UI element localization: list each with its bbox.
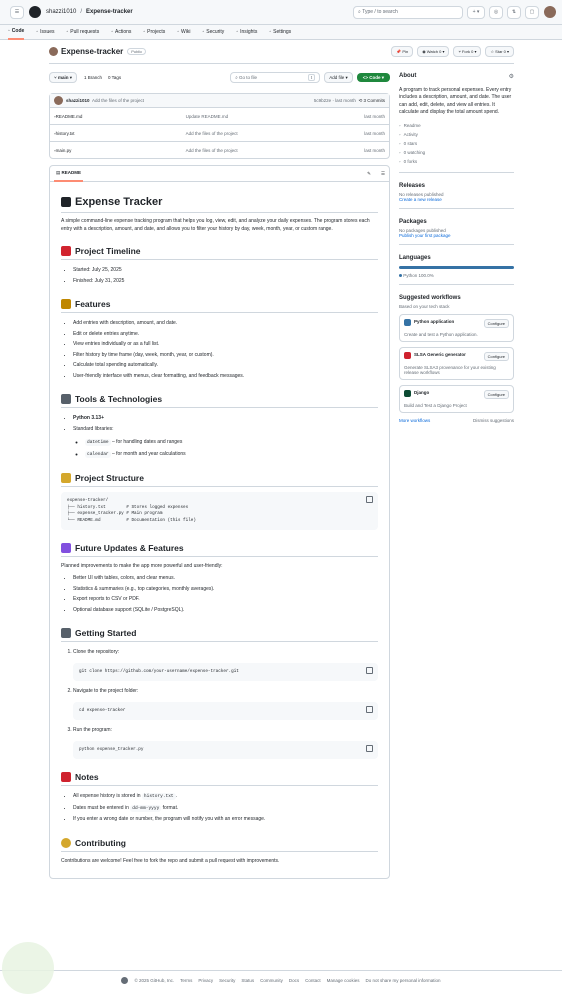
sidebar-link[interactable]: ◦ 0 watching [399, 149, 426, 155]
footer-link[interactable]: Privacy [198, 978, 214, 983]
packages-heading[interactable]: Packages [399, 218, 427, 225]
footer-link[interactable]: Terms [180, 978, 193, 983]
intro-text: A simple command-line expense tracking program that helps you log, view, edit, and analyze your daily expenses. The program stores each entry with a description, amount, and date, and allows you to filter your history by day, week, month, year, or custom range. [61, 218, 370, 232]
history-icon: ⟲ [358, 97, 364, 103]
commit-time: last month [335, 98, 356, 103]
code-icon: <> [362, 75, 370, 80]
divider [0, 970, 562, 971]
section-heading: Notes [61, 772, 378, 786]
readme-panel [49, 165, 390, 879]
gear-icon: ◦ [269, 29, 272, 35]
tags-link[interactable]: 0 Tags [108, 75, 122, 80]
visibility-badge: Public [127, 48, 146, 55]
dismiss-suggestions-link[interactable]: Dismiss suggestions [472, 417, 514, 423]
create-release-link[interactable]: Create a new release [399, 196, 442, 202]
workflow-card [399, 385, 514, 413]
packages-empty: No packages published [399, 227, 446, 233]
tab-issues[interactable]: ◦ Issues [36, 29, 55, 35]
github-logo-icon[interactable] [29, 6, 41, 18]
copy-icon[interactable] [366, 745, 373, 752]
list-item: • Better UI with tables, colors, and clear menus. [73, 573, 378, 584]
menu-icon[interactable]: ☰ [10, 6, 24, 19]
create-new-button[interactable]: + ▾ [467, 6, 485, 19]
file-list [49, 93, 390, 159]
timeline-list [61, 265, 378, 286]
fork-button[interactable]: ⑂ Fork 0 ▾ [453, 46, 481, 57]
avatar [54, 96, 63, 105]
language-bar [399, 266, 514, 269]
divider [399, 208, 514, 209]
languages-heading: Languages [399, 254, 431, 261]
owner-link[interactable]: shazzi1010 [46, 9, 77, 15]
notes-list [61, 791, 378, 825]
workflow-icon [404, 390, 411, 397]
list-item: • Add entries with description, amount, and date. [73, 318, 378, 329]
tab-security[interactable]: ◦ Security [202, 29, 225, 35]
list-item: • Standard libraries: ◦ datetime – for handling dates and ranges ◦ calendar – for month and year calculations [73, 424, 378, 461]
section-heading: Getting Started [61, 628, 378, 642]
tab-code[interactable]: ◦ Code [8, 24, 24, 40]
inline-code: dd-mm-yyyy [132, 805, 160, 811]
section-heading: Features [61, 299, 378, 313]
book-icon: ◦ [177, 29, 180, 35]
code-button[interactable]: <> Code ▾ [357, 73, 390, 82]
github-logo-icon [121, 977, 128, 984]
commit-message[interactable]: Add the files of the project [92, 98, 145, 103]
tab-wiki[interactable]: ◦ Wiki [177, 29, 191, 35]
watch-button[interactable]: ◉ Watch 0 ▾ [417, 46, 449, 57]
branch-icon: ⑂ [54, 75, 58, 80]
file-name[interactable]: history.txt [55, 130, 75, 136]
code-block: python expense_tracker.py [73, 741, 378, 760]
list-item: • User-friendly interface with menus, clear formatting, and feedback messages. [73, 371, 378, 382]
list-item: • Filter history by time frame (day, week, month, year, or custom). [73, 350, 378, 361]
sidebar-link[interactable]: ◦ Activity [399, 131, 418, 137]
workflows-sub: Based on your tech stack [399, 303, 450, 309]
eye-icon: ◉ [422, 48, 427, 54]
footer-link[interactable]: Do not share my personal information [365, 978, 441, 983]
list-item: • Statistics & summaries (e.g., top categories, monthly averages). [73, 584, 378, 595]
list-item: • Export reports to CSV or PDF. [73, 594, 378, 605]
file-commit-message[interactable]: Add the files of the project [185, 130, 238, 136]
sidebar-link[interactable]: ◦ Readme [399, 122, 421, 128]
pin-icon: 📌 [396, 48, 403, 54]
code-block: cd expense-tracker [73, 702, 378, 721]
publish-package-link[interactable]: Publish your first package [399, 232, 451, 238]
list-item: • If you enter a wrong date or number, the program will notify you with an error message. [73, 814, 378, 825]
list-item: 3. Run the program: python expense_tracker.py [73, 725, 378, 759]
edit-icon[interactable]: ✎ [367, 170, 371, 176]
pull-requests-icon[interactable]: ⇅ [507, 6, 521, 19]
configure-button[interactable]: Configure [484, 390, 509, 399]
tools-icon [61, 394, 71, 404]
code-block: git clone https://github.com/your-username/expense-tracker.git [73, 663, 378, 682]
repo-title[interactable]: Expense-tracker [61, 46, 124, 56]
workflow-name: Django [414, 389, 430, 395]
workflow-icon [404, 352, 411, 359]
footer-link[interactable]: Community [260, 978, 283, 983]
star-icon: ☆ [490, 48, 496, 54]
readme-body [50, 182, 389, 878]
copy-icon[interactable] [366, 667, 373, 674]
avatar [49, 47, 58, 56]
repo-header [49, 43, 514, 59]
section-heading: Project Timeline [61, 246, 378, 260]
pulse-icon: ◦ [399, 131, 401, 137]
branch-select[interactable]: ⑂ main ▾ [49, 72, 77, 83]
list-item: 1. Clone the repository: git clone https://github.com/your-username/expense-tracker.git [73, 647, 378, 681]
list-item: • Optional database support (SQLite / PostgreSQL). [73, 605, 378, 616]
list-item: • Edit or delete entries anytime. [73, 329, 378, 340]
list-item: • Dates must be entered in dd-mm-yyyy format. [73, 803, 378, 815]
footer [0, 977, 562, 984]
inline-code: datetime [87, 440, 109, 445]
divider [399, 284, 514, 285]
divider [399, 172, 514, 173]
folder-icon [61, 473, 71, 483]
footer-link[interactable]: Manage cookies [326, 978, 360, 983]
inbox-icon[interactable]: ▢ [525, 6, 539, 19]
divider [399, 244, 514, 245]
outline-icon[interactable]: ☰ [380, 170, 385, 176]
search-icon: ⌕ [358, 9, 363, 15]
list-item: • Started: July 25, 2025 [73, 265, 378, 276]
file-icon: ▫ [54, 130, 56, 136]
releases-heading[interactable]: Releases [399, 182, 426, 189]
inline-code: history.txt [143, 794, 174, 799]
releases-empty: No releases published [399, 191, 444, 197]
heart-icon [61, 838, 71, 848]
tab-actions[interactable]: ◦ Actions [111, 29, 132, 35]
about-text: A program to track personal expenses. Every entry includes a description, amount, and date. The user can add, edit, delete, and view all entries. It calculate and display the total amount spend. [399, 86, 512, 115]
file-commit-message[interactable]: Update README.md [185, 113, 229, 119]
go-to-file-input[interactable]: ⌕ Go to file t [230, 72, 320, 83]
workflow-desc: Build and Test a Django Project [404, 402, 467, 408]
section-heading: Tools & Technologies [61, 394, 378, 408]
tab-insights[interactable]: ◦ Insights [236, 29, 258, 35]
tab-pull-requests[interactable]: ◦ Pull requests [66, 29, 100, 35]
eye-icon: ◦ [399, 149, 401, 155]
sidebar-link[interactable]: ◦ 0 forks [399, 158, 418, 164]
book-icon: ◦ [399, 122, 401, 128]
steps-list [61, 647, 378, 759]
file-name[interactable]: main.py [55, 147, 72, 153]
book-icon: ▤ [56, 169, 62, 175]
calendar-icon [61, 246, 71, 256]
commit-hash[interactable]: 5c9b22e [313, 98, 332, 103]
workflow-desc: Generate SLSA3 provenance for your existing release workflows [404, 364, 496, 375]
list-item: • Calculate total spending automatically. [73, 360, 378, 371]
features-list [61, 318, 378, 381]
more-workflows-link[interactable]: More workflows [399, 417, 431, 423]
copy-icon[interactable] [366, 706, 373, 713]
avatar[interactable] [544, 6, 556, 18]
footer-link[interactable]: Status [241, 978, 255, 983]
fork-icon: ◦ [399, 158, 401, 164]
tools-list [61, 413, 378, 460]
add-file-button[interactable]: Add file ▾ [324, 72, 353, 83]
file-date: last month [364, 130, 385, 136]
section-heading: Future Updates & Features [61, 543, 378, 557]
readme-tab[interactable]: ▤ README [54, 166, 83, 182]
star-icon: ◦ [399, 140, 401, 146]
latest-commit: shazzi1010 Add the files of the project 5c9b22e · last month ⟲ 3 Commits [50, 94, 389, 108]
list-item: • Finished: July 31, 2025 [73, 276, 378, 287]
file-name[interactable]: README.md [55, 113, 83, 119]
inline-code: calendar [87, 451, 109, 457]
crystal-ball-icon [61, 543, 71, 553]
gear-icon [61, 628, 71, 638]
issues-icon[interactable]: ◎ [489, 6, 503, 19]
future-list [61, 573, 378, 615]
sidebar-link[interactable]: ◦ 0 stars [399, 140, 418, 146]
sidebar [399, 73, 514, 423]
configure-button[interactable]: Configure [484, 352, 509, 361]
section-heading: Project Structure [61, 473, 378, 487]
about-heading: About [399, 73, 417, 79]
workflow-name: Python application [414, 318, 455, 324]
configure-button[interactable]: Configure [484, 319, 509, 328]
search-input[interactable]: ⌕ Type / to search [353, 6, 463, 19]
list-item: • All expense history is stored in history.txt . [73, 791, 378, 803]
list-item: 2. Navigate to the project folder: cd expense-tracker [73, 686, 378, 720]
book-icon [61, 197, 71, 207]
repo-link[interactable]: Expense-tracker [86, 9, 133, 15]
workflow-icon [404, 319, 411, 326]
workflows-heading: Suggested workflows [399, 294, 461, 301]
file-date: last month [364, 113, 385, 119]
workflow-card [399, 314, 514, 342]
list-item: • View entries individually or as a full list. [73, 339, 378, 350]
pushpin-icon [61, 772, 71, 782]
search-icon: ⌕ [235, 75, 239, 80]
branches-link[interactable]: 1 Branch [83, 75, 102, 80]
commit-author[interactable]: shazzi1010 [66, 98, 90, 103]
issue-icon: ◦ [36, 29, 39, 35]
footer-link: © 2025 GitHub, Inc. [134, 978, 175, 983]
readme-header [50, 166, 389, 182]
workflow-desc: Create and test a Python application. [404, 331, 478, 337]
gear-icon[interactable]: ⚙ [508, 74, 514, 81]
file-commit-message[interactable]: Add the files of the project [185, 147, 238, 153]
breadcrumb-separator: / [80, 9, 83, 15]
file-toolbar [49, 71, 390, 84]
fork-icon: ⑂ [458, 48, 462, 54]
future-intro: Planned improvements to make the app more powerful and user-friendly: [61, 563, 223, 569]
file-icon: ▫ [54, 147, 56, 153]
commits-link[interactable]: ⟲ 3 Commits [358, 97, 385, 103]
list-item: • Python 3.13+ [73, 413, 378, 424]
footer-link[interactable]: Docs [288, 978, 300, 983]
star-button[interactable]: ☆ Star 0 ▾ [485, 46, 514, 57]
tab-projects[interactable]: ◦ Projects [143, 29, 166, 35]
structure-code: expense-tracker/ ├── history.txt # Stores logged expenses ├── expense_tracker.py # Main program └── README.md # Documentation (this file) [61, 492, 378, 530]
section-heading: Contributing [61, 838, 378, 852]
table-icon: ◦ [143, 29, 146, 35]
workflow-name: SLSA Generic generator [414, 351, 466, 357]
sparkles-icon [61, 299, 71, 309]
footer-link[interactable]: Security [219, 978, 236, 983]
pr-icon: ◦ [66, 29, 69, 35]
language-python[interactable]: Python 100.0% [399, 273, 514, 278]
contributing-text: Contributions are welcome! Feel free to fork the repo and submit a pull request with improvements. [61, 857, 280, 864]
graph-icon: ◦ [236, 29, 239, 35]
list-item: ◦ datetime – for handling dates and ranges [85, 437, 378, 449]
repo-tabs [0, 25, 562, 40]
readme-title: Expense Tracker [61, 196, 378, 213]
play-icon: ◦ [111, 29, 113, 35]
language-dot-icon [399, 274, 402, 277]
tab-settings[interactable]: ◦ Settings [269, 29, 292, 35]
pin-button[interactable]: 📌 Pin [391, 46, 413, 57]
copy-icon[interactable] [366, 496, 373, 503]
top-bar [0, 0, 562, 25]
table-row[interactable] [50, 108, 389, 125]
divider [49, 63, 514, 64]
watermark-logo [2, 942, 54, 994]
table-row[interactable] [50, 142, 389, 158]
table-row[interactable] [50, 125, 389, 142]
code-icon: ◦ [8, 28, 10, 34]
list-item: ◦ calendar – for month and year calculations [85, 449, 378, 461]
workflow-card [399, 347, 514, 380]
file-date: last month [364, 147, 385, 153]
file-icon: ▫ [54, 113, 56, 119]
footer-link[interactable]: Contact [305, 978, 321, 983]
shield-icon: ◦ [202, 29, 205, 35]
main-column [49, 71, 390, 879]
